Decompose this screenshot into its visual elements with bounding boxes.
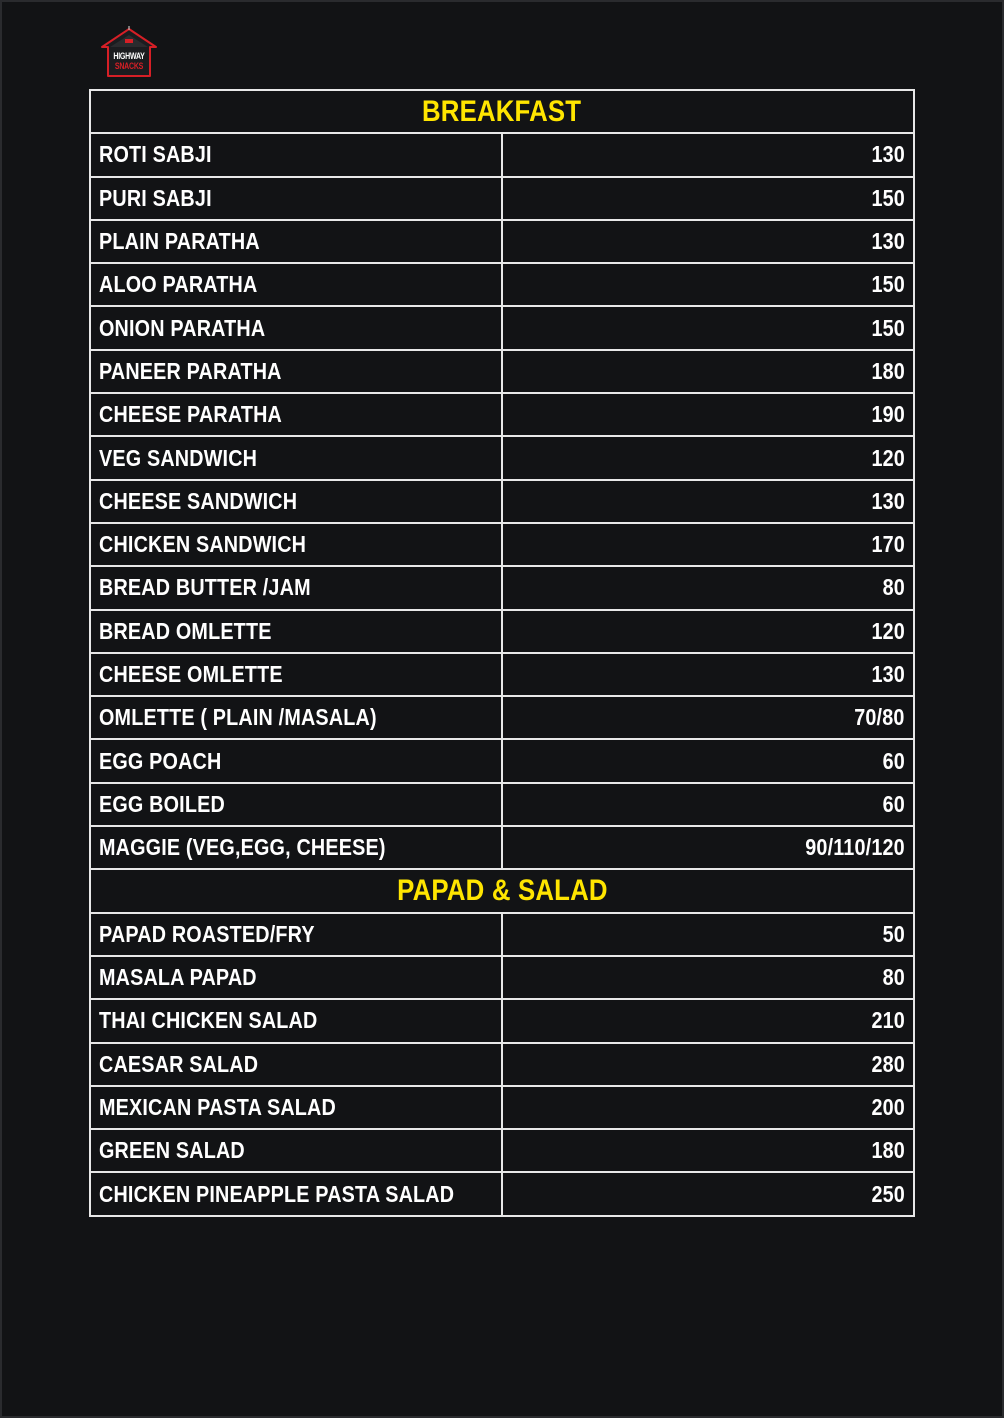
item-price-cell — [502, 956, 914, 999]
menu-item-row — [90, 739, 914, 782]
item-name-cell — [90, 1086, 502, 1129]
item-name-cell — [90, 177, 502, 220]
item-price: 120 — [871, 444, 905, 471]
menu-table — [89, 89, 915, 1217]
item-price: 210 — [871, 1007, 905, 1034]
item-price-cell — [502, 133, 914, 176]
section-header-row — [90, 869, 914, 912]
section-heading — [90, 90, 914, 133]
item-price-cell — [502, 350, 914, 393]
item-price: 190 — [871, 401, 905, 428]
item-name-cell — [90, 1043, 502, 1086]
item-name-cell — [90, 1172, 502, 1215]
menu-item-row — [90, 956, 914, 999]
item-name-cell — [90, 956, 502, 999]
item-name: PAPAD ROASTED/FRY — [99, 920, 315, 947]
menu-item-row — [90, 480, 914, 523]
menu-item-row — [90, 1129, 914, 1172]
menu-item-row — [90, 393, 914, 436]
item-price: 60 — [882, 790, 905, 817]
item-price: 80 — [882, 964, 905, 991]
item-name: MASALA PAPAD — [99, 964, 257, 991]
item-name: EGG BOILED — [99, 790, 225, 817]
menu-item-row — [90, 350, 914, 393]
item-name: BREAD BUTTER /JAM — [99, 574, 311, 601]
item-name: MAGGIE (VEG,EGG, CHEESE) — [99, 834, 386, 861]
item-name: CHICKEN PINEAPPLE PASTA SALAD — [99, 1180, 455, 1207]
item-name: PANEER PARATHA — [99, 357, 282, 384]
item-price-cell — [502, 393, 914, 436]
item-name-cell — [90, 783, 502, 826]
menu-item-row — [90, 1172, 914, 1215]
item-price: 280 — [871, 1050, 905, 1077]
item-price-cell — [502, 263, 914, 306]
item-price-cell — [502, 1129, 914, 1172]
item-price-cell — [502, 436, 914, 479]
menu-item-row — [90, 133, 914, 176]
menu-item-row — [90, 566, 914, 609]
brand-logo — [94, 26, 164, 82]
item-price-cell — [502, 1086, 914, 1129]
item-price-cell — [502, 523, 914, 566]
logo-line-2: SNACKS — [114, 61, 144, 71]
item-name-cell — [90, 350, 502, 393]
section-title: PAPAD & SALAD — [396, 873, 608, 907]
menu-table-body — [90, 90, 914, 1216]
item-name-cell — [90, 610, 502, 653]
item-name: CHICKEN SANDWICH — [99, 531, 307, 558]
item-price-cell — [502, 610, 914, 653]
item-name-cell — [90, 133, 502, 176]
menu-item-row — [90, 653, 914, 696]
menu-item-row — [90, 523, 914, 566]
menu-item-row — [90, 1086, 914, 1129]
section-heading — [90, 869, 914, 912]
item-name-cell — [90, 999, 502, 1042]
item-price: 130 — [871, 661, 905, 687]
item-price: 180 — [871, 357, 905, 384]
item-price-cell — [502, 306, 914, 349]
item-price-cell — [502, 739, 914, 782]
item-name: OMLETTE ( PLAIN /MASALA) — [99, 704, 377, 731]
item-price: 130 — [871, 228, 905, 255]
menu-item-row — [90, 220, 914, 263]
section-header-row — [90, 90, 914, 133]
item-name-cell — [90, 1129, 502, 1172]
item-price-cell — [502, 220, 914, 263]
item-price: 130 — [871, 487, 905, 514]
menu-item-row — [90, 999, 914, 1042]
menu-item-row — [90, 696, 914, 739]
menu-item-row — [90, 783, 914, 826]
item-price: 60 — [882, 747, 905, 774]
item-price-cell — [502, 566, 914, 609]
item-name: THAI CHICKEN SALAD — [99, 1007, 318, 1034]
item-price-cell — [502, 1043, 914, 1086]
item-name-cell — [90, 913, 502, 956]
item-name-cell — [90, 566, 502, 609]
item-price-cell — [502, 696, 914, 739]
item-price-cell — [502, 177, 914, 220]
logo-line-1: HIGHWAY — [113, 51, 145, 61]
menu-item-row — [90, 306, 914, 349]
item-name-cell — [90, 523, 502, 566]
item-name: PLAIN PARATHA — [99, 228, 260, 255]
item-price-cell — [502, 1172, 914, 1215]
item-name: VEG SANDWICH — [99, 444, 258, 471]
item-price: 180 — [871, 1137, 905, 1164]
item-price: 70/80 — [854, 704, 905, 731]
item-price-cell — [502, 826, 914, 869]
item-price: 120 — [871, 617, 905, 644]
item-price: 130 — [871, 141, 905, 168]
item-name: MEXICAN PASTA SALAD — [99, 1093, 336, 1120]
item-name-cell — [90, 480, 502, 523]
item-price: 90/110/120 — [805, 834, 905, 861]
item-name: CHEESE SANDWICH — [99, 487, 298, 514]
item-name-cell — [90, 263, 502, 306]
item-name: ONION PARATHA — [99, 314, 266, 341]
item-name: ALOO PARATHA — [99, 271, 258, 298]
menu-item-row — [90, 263, 914, 306]
item-price-cell — [502, 480, 914, 523]
item-price: 150 — [871, 314, 905, 341]
item-price: 150 — [871, 271, 905, 298]
item-name-cell — [90, 826, 502, 869]
item-name: CHEESE PARATHA — [99, 401, 283, 428]
item-name-cell — [90, 220, 502, 263]
section-title: BREAKFAST — [422, 94, 582, 128]
item-name: CHEESE OMLETTE — [99, 661, 283, 687]
item-price-cell — [502, 999, 914, 1042]
item-name-cell — [90, 306, 502, 349]
item-price-cell — [502, 783, 914, 826]
item-name-cell — [90, 436, 502, 479]
item-price: 80 — [882, 574, 905, 601]
item-price: 150 — [871, 184, 905, 211]
menu-item-row — [90, 610, 914, 653]
item-name: EGG POACH — [99, 747, 222, 774]
menu-item-row — [90, 913, 914, 956]
menu-item-row — [90, 826, 914, 869]
item-name-cell — [90, 696, 502, 739]
item-price: 200 — [871, 1093, 905, 1120]
item-price-cell — [502, 913, 914, 956]
item-name: GREEN SALAD — [99, 1137, 245, 1164]
item-name: CAESAR SALAD — [99, 1050, 259, 1077]
item-name-cell — [90, 653, 502, 696]
menu-item-row — [90, 177, 914, 220]
item-price: 50 — [882, 920, 905, 947]
item-name: PURI SABJI — [99, 184, 212, 211]
item-name-cell — [90, 739, 502, 782]
item-name-cell — [90, 393, 502, 436]
item-price: 250 — [871, 1180, 905, 1207]
menu-item-row — [90, 436, 914, 479]
item-price-cell — [502, 653, 914, 696]
item-name: ROTI SABJI — [99, 141, 212, 168]
item-price: 170 — [871, 531, 905, 558]
item-name: BREAD OMLETTE — [99, 617, 272, 644]
menu-item-row — [90, 1043, 914, 1086]
